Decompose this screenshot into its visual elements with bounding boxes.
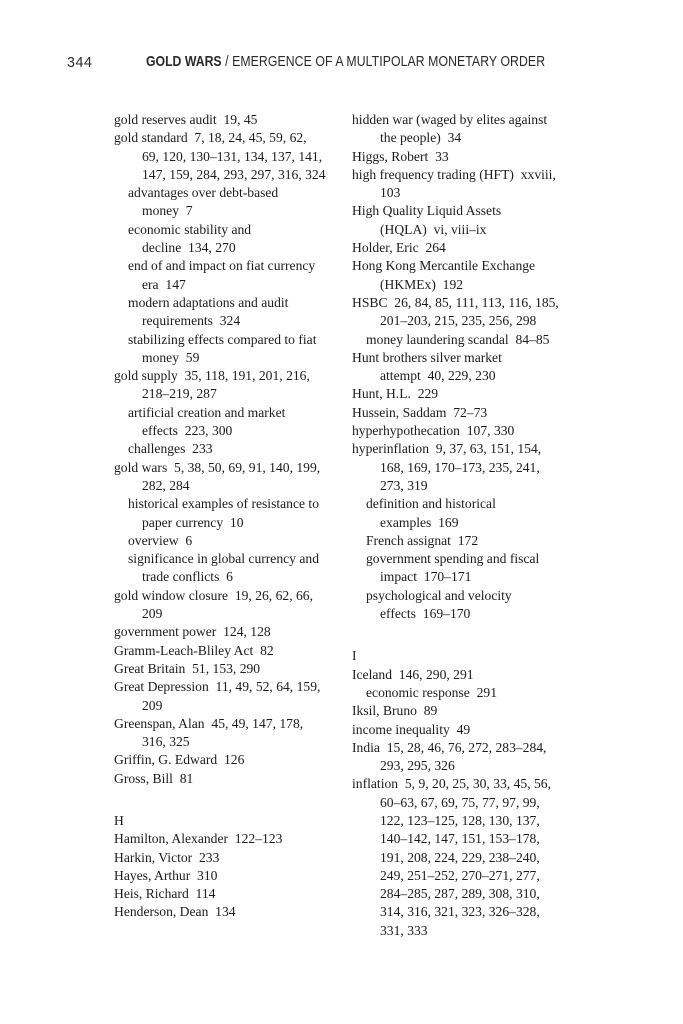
entry-line: Great Depression 11, 49, 52, 64, 159, <box>114 679 321 695</box>
index-subentry <box>352 532 594 550</box>
index-subentry <box>352 331 594 349</box>
entry-line: 191, 208, 224, 229, 238–240, <box>380 849 540 865</box>
index-entry <box>114 751 356 769</box>
entry-line: Iceland 146, 290, 291 <box>352 666 474 682</box>
index-entry <box>352 775 594 940</box>
entry-line: economic response 291 <box>366 684 497 700</box>
entry-line: 209 <box>142 697 163 713</box>
index-entry <box>114 678 356 715</box>
index-subentry <box>114 257 356 294</box>
index-column-left <box>114 111 356 922</box>
index-entry <box>114 715 356 752</box>
entry-line: 293, 295, 326 <box>380 758 455 774</box>
entry-line: 331, 333 <box>380 922 428 938</box>
entry-line: gold supply 35, 118, 191, 201, 216, <box>114 368 310 384</box>
entry-line: effects 223, 300 <box>142 423 233 439</box>
entry-line: challenges 233 <box>128 441 213 457</box>
index-entry <box>352 385 594 403</box>
entry-line: money 7 <box>142 203 193 219</box>
entry-line: 282, 284 <box>142 477 190 493</box>
index-entry <box>352 666 594 684</box>
entry-line: Iksil, Bruno 89 <box>352 703 438 719</box>
index-entry <box>114 770 356 788</box>
entry-line: 103 <box>380 185 401 201</box>
book-title <box>146 54 545 70</box>
entry-line: HSBC 26, 84, 85, 111, 113, 116, 185, <box>352 294 559 310</box>
entry-line: advantages over debt-based <box>128 185 279 201</box>
entry-line: High Quality Liquid Assets <box>352 203 502 219</box>
entry-line: historical examples of resistance to <box>128 496 320 512</box>
entry-line: 273, 319 <box>380 477 428 493</box>
index-column-right <box>352 111 594 940</box>
entry-line: psychological and velocity <box>366 587 512 603</box>
entry-line: modern adaptations and audit <box>128 294 289 310</box>
index-entry <box>114 459 356 496</box>
entry-line: gold wars 5, 38, 50, 69, 91, 140, 199, <box>114 459 321 475</box>
entry-line: hyperinflation 9, 37, 63, 151, 154, <box>352 441 542 457</box>
entry-line: overview 6 <box>128 532 193 548</box>
entry-line: 284–285, 287, 289, 308, 310, <box>380 886 540 902</box>
entry-line: 69, 120, 130–131, 134, 137, 141, <box>142 148 323 164</box>
entry-line: Hunt brothers silver market <box>352 349 502 365</box>
index-entry <box>352 239 594 257</box>
entry-line: hidden war (waged by elites against <box>352 112 548 127</box>
entry-line: gold standard 7, 18, 24, 45, 59, 62, <box>114 130 307 146</box>
index-entry <box>114 903 356 921</box>
index-entry <box>114 642 356 660</box>
entry-line: government spending and fiscal <box>366 551 540 567</box>
entry-line: Gramm-Leach-Bliley Act 82 <box>114 642 274 658</box>
entry-line: era 147 <box>142 276 186 292</box>
entry-line: Hong Kong Mercantile Exchange <box>352 258 536 274</box>
entry-line: French assignat 172 <box>366 532 479 548</box>
index-entry <box>114 129 356 184</box>
book-title-subtitle: / EMERGENCE OF A MULTIPOLAR MONETARY ORDER <box>221 54 546 70</box>
entry-line: Griffin, G. Edward 126 <box>114 752 245 768</box>
index-subentry <box>114 331 356 368</box>
entry-line: 314, 316, 321, 323, 326–328, <box>380 904 540 920</box>
entry-line: Hussein, Saddam 72–73 <box>352 404 488 420</box>
entry-line: H <box>114 812 124 828</box>
entry-line: money laundering scandal 84–85 <box>366 331 550 347</box>
entry-line: 209 <box>142 606 163 622</box>
entry-line: definition and historical <box>366 496 496 512</box>
index-entry <box>352 166 594 203</box>
index-subentry <box>114 440 356 458</box>
entry-line: Holder, Eric 264 <box>352 240 446 256</box>
entry-line: artificial creation and market <box>128 404 286 420</box>
entry-line: 218–219, 287 <box>142 386 217 402</box>
entry-line: impact 170–171 <box>380 569 472 585</box>
entry-line: economic stability and <box>128 221 252 237</box>
index-entry <box>114 587 356 624</box>
entry-line: 140–142, 147, 151, 153–178, <box>380 831 540 847</box>
index-entry <box>352 349 594 386</box>
entry-line: stabilizing effects compared to fiat <box>128 331 317 347</box>
entry-line: Hunt, H.L. 229 <box>352 386 439 402</box>
index-entry <box>114 885 356 903</box>
entry-line: 249, 251–252, 270–271, 277, <box>380 867 540 883</box>
entry-line: end of and impact on fiat currency <box>128 258 316 274</box>
index-subentry <box>114 184 356 221</box>
running-header <box>0 54 683 74</box>
entry-line: hyperhypothecation 107, 330 <box>352 423 515 439</box>
index-entry <box>114 849 356 867</box>
section-letter <box>114 812 356 830</box>
index-subentry <box>352 550 594 587</box>
page-number: 344 <box>67 54 93 71</box>
entry-line: Harkin, Victor 233 <box>114 849 220 865</box>
index-subentry <box>114 221 356 258</box>
entry-line: I <box>352 648 357 664</box>
entry-line: Hayes, Arthur 310 <box>114 867 218 883</box>
index-entry <box>352 294 594 331</box>
entry-line: Great Britain 51, 153, 290 <box>114 660 261 676</box>
index-entry <box>114 367 356 404</box>
index-subentry <box>114 404 356 441</box>
index-entry <box>352 739 594 776</box>
index-entry <box>114 830 356 848</box>
index-entry <box>114 660 356 678</box>
index-entry <box>352 440 594 495</box>
entry-line: significance in global currency and <box>128 551 319 567</box>
entry-line: (HKMEx) 192 <box>380 276 464 292</box>
index-entry <box>352 111 594 148</box>
index-entry <box>114 867 356 885</box>
index-entry <box>352 404 594 422</box>
entry-line: 168, 169, 170–173, 235, 241, <box>380 459 540 475</box>
entry-line: the people) 34 <box>380 130 462 146</box>
index-entry <box>352 202 594 239</box>
index-subentry <box>114 294 356 331</box>
entry-line: high frequency trading (HFT) xxviii, <box>352 166 556 182</box>
index-subentry <box>352 587 594 624</box>
index-entry <box>114 111 356 129</box>
entry-line: 316, 325 <box>142 734 190 750</box>
entry-line: trade conflicts 6 <box>142 569 233 585</box>
entry-line: paper currency 10 <box>142 514 244 530</box>
index-subentry <box>114 495 356 532</box>
index-entry <box>352 148 594 166</box>
index-subentry <box>114 550 356 587</box>
entry-line: Hamilton, Alexander 122–123 <box>114 831 283 847</box>
entry-line: money 59 <box>142 349 200 365</box>
index-subentry <box>352 495 594 532</box>
index-entry <box>114 623 356 641</box>
entry-line: income inequality 49 <box>352 721 471 737</box>
entry-line: gold window closure 19, 26, 62, 66, <box>114 587 313 603</box>
entry-line: (HQLA) vi, viii–ix <box>380 221 487 237</box>
entry-line: 201–203, 215, 235, 256, 298 <box>380 313 537 329</box>
index-entry <box>352 721 594 739</box>
entry-line: India 15, 28, 46, 76, 272, 283–284, <box>352 739 547 755</box>
book-title-main: GOLD WARS <box>146 54 222 70</box>
index-subentry <box>114 532 356 550</box>
entry-line: inflation 5, 9, 20, 25, 30, 33, 45, 56, <box>352 776 551 792</box>
section-letter <box>352 647 594 665</box>
index-subentry <box>352 684 594 702</box>
entry-line: 147, 159, 284, 293, 297, 316, 324 <box>142 166 326 182</box>
entry-line: attempt 40, 229, 230 <box>380 368 496 384</box>
entry-line: decline 134, 270 <box>142 240 236 256</box>
entry-line: effects 169–170 <box>380 606 471 622</box>
entry-line: gold reserves audit 19, 45 <box>114 112 258 127</box>
entry-line: Gross, Bill 81 <box>114 770 194 786</box>
entry-line: requirements 324 <box>142 313 241 329</box>
entry-line: Higgs, Robert 33 <box>352 148 449 164</box>
index-entry <box>352 257 594 294</box>
entry-line: examples 169 <box>380 514 459 530</box>
entry-line: 122, 123–125, 128, 130, 137, <box>380 812 540 828</box>
entry-line: 60–63, 67, 69, 75, 77, 97, 99, <box>380 794 540 810</box>
index-entry <box>352 702 594 720</box>
entry-line: Heis, Richard 114 <box>114 886 216 902</box>
entry-line: Greenspan, Alan 45, 49, 147, 178, <box>114 715 304 731</box>
index-entry <box>352 422 594 440</box>
entry-line: Henderson, Dean 134 <box>114 904 236 920</box>
entry-line: government power 124, 128 <box>114 624 271 640</box>
